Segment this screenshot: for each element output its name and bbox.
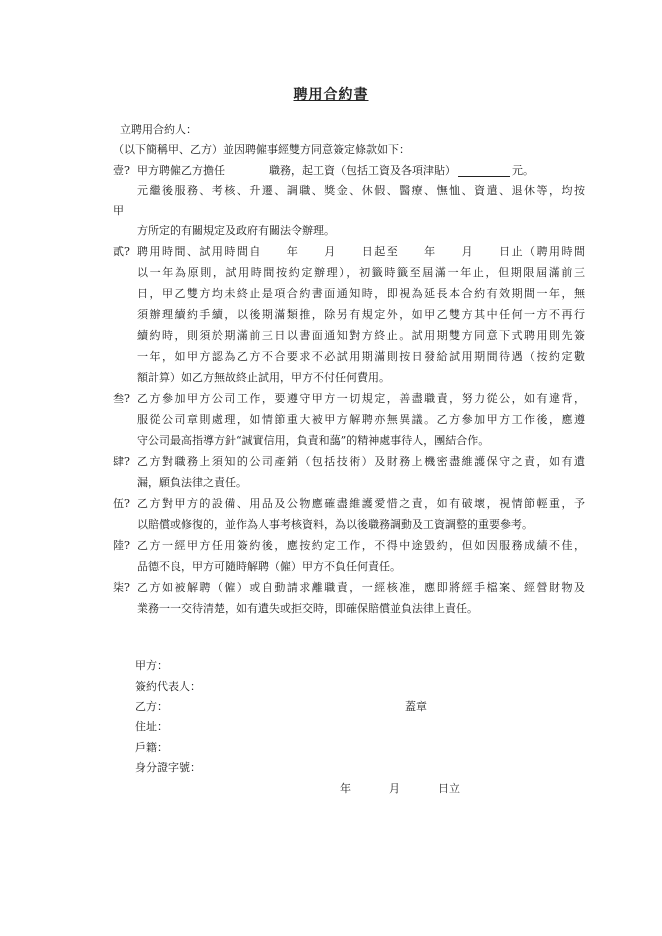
clause-line: 方所定的有關規定及政府有關法令辦理。 (137, 224, 335, 237)
clause-line: 漏，願負法律之責任。 (137, 476, 247, 489)
address-label: 住址： (135, 720, 168, 733)
clause-line: 乙方如被解聘（僱）或自動請求離職責，一經核准，應即將經手檔案、經營財物及 (137, 581, 585, 594)
clause-line: 以一年為原則，試用時間按約定辦理），初籤時籤至屆滿一年止，但期限屆滿前三 (137, 266, 585, 279)
clause-text (137, 161, 534, 181)
clause-line: 甲方聘僱乙方擔任 職務，起工資（包括工資及各項津貼） (137, 164, 456, 177)
intro-line-1: 立聘用合約人： (120, 123, 197, 136)
id-number-label: 身分證字號： (135, 761, 201, 774)
clause-number: 貳? (113, 245, 130, 258)
clause-line: 乙方對甲方的設備、用品及公物應確盡維護愛惜之責，如有破壞，視情節輕重，予 (137, 497, 585, 510)
clause-number: 陸? (113, 539, 130, 552)
representative-label: 簽約代表人： (135, 680, 201, 693)
clause-line: 元繼後服務、考核、升遷、調職、獎金、休假、醫療、憮恤、資遣、退休等，均按 (137, 184, 585, 197)
clause-line: 業務一一交待清楚，如有遺失或拒交時，即確保賠償並負法律上責任。 (137, 602, 478, 615)
clause-line: 乙方參加甲方公司工作，要遵守甲方一切規定，善盡職責，努力從公，如有違背， (137, 392, 585, 405)
date-day: 日立 (438, 782, 460, 795)
clause-number: 柒? (113, 581, 130, 594)
clause-line: 乙方對職務上須知的公司產銷（包括技術）及財務上機密盡維護保守之責，如有遺 (137, 455, 585, 468)
clause-line: 聘用時間、試用時間自 年 月 日起至 年 月 日止（聘用時間 (137, 245, 585, 258)
salary-blank (458, 166, 510, 177)
clause-line: 服從公司章則處理，如情節重大被甲方解聘亦無異議。乙方參加甲方工作後，應遵 (137, 413, 585, 426)
clause-number: 壹? (113, 164, 130, 177)
date-year: 年 (340, 782, 351, 795)
clause-number: 肆? (113, 455, 130, 468)
clause-line: 日，甲乙雙方均未終止是項合約書面通知時，即視為延長本合約有效期間一年，無 (137, 287, 585, 300)
date-month: 月 (389, 782, 400, 795)
party-a-label: 甲方： (135, 659, 168, 672)
clause-line: 須辦理續約手續，以後期滿類推，除另有規定外，如甲乙雙方其中任何一方不再行 (137, 308, 585, 321)
clause-number: 叁? (113, 392, 130, 405)
clause-line: 額計算）如乙方無故終止試用，甲方不付任何費用。 (137, 371, 390, 384)
clause-line: 甲 (113, 204, 124, 217)
seal-label: 蓋章 (405, 700, 427, 713)
clause-line: 一年，如甲方認為乙方不合要求不必試用期滿則按日發給試用期間待遇（按約定數 (137, 350, 585, 363)
party-b-label: 乙方： (135, 700, 168, 713)
clause-line: 守公司最高指導方針“誠實信用，負責和藹”的精神處事待人，團結合作。 (137, 434, 490, 447)
intro-line-2: （以下簡稱甲、乙方）並因聘僱事經雙方同意簽定條款如下： (113, 143, 410, 156)
clause-suffix: 元。 (512, 164, 534, 177)
document-title: 聘用合約書 (293, 87, 369, 103)
clause-number: 伍? (113, 497, 130, 510)
signing-date (340, 779, 460, 799)
household-label: 戶籍： (135, 741, 168, 754)
clause-line: 續約時，則須於期滿前三日以書面通知對方終止。試用期雙方同意下式聘用則先簽 (137, 329, 585, 342)
clause-line: 乙方一經甲方任用簽約後，應按約定工作，不得中途毀約，但如因服務成績不佳， (137, 539, 585, 552)
clause-line: 品德不良，甲方可隨時解聘（僱）甲方不負任何責任。 (137, 560, 401, 573)
clause-line: 以賠償或修復的，並作為人事考核資料，為以後職務調動及工資調整的重要參考。 (137, 518, 533, 531)
